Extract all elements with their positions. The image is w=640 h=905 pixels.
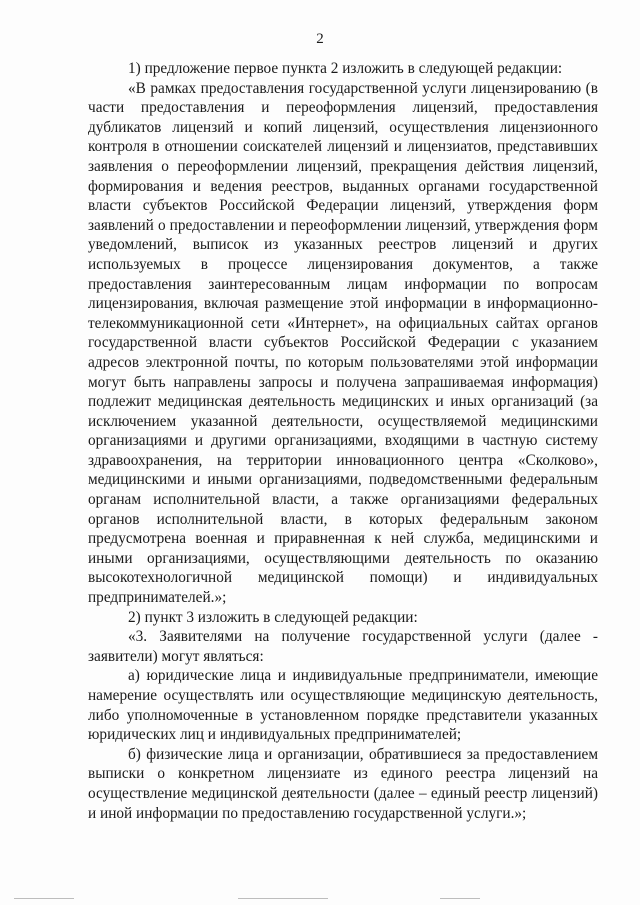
paragraph-applicants-a: а) юридические лица и индивидуальные предприниматели, имеющие намерение осуществлять или осуществляющие медицинскую деятельность, либо уполномоченные в установленном порядке представители указанных юридических лиц и индивидуальных предпринимателей; xyxy=(88,667,598,744)
scan-edge-mark xyxy=(440,898,480,899)
paragraph-amendment-1: 1) предложение первое пункта 2 изложить в следующей редакции: xyxy=(128,60,563,77)
paragraph-licensing-scope: «В рамках предоставления государственной услуги лицензированию (в части предоставления и переоформления лицензий, предоставления дубликатов лицензий и копий лицензий, осуществления лицензионного контроля в отношении соискателей лицензий и лицензиатов, представивших заявления о переоформлении лицензий, прекращения действия лицензий, формирования и ведения реестров, выданных органами государственной власти субъектов Российской Федерации лицензий, утверждения форм заявлений о предоставлении и переоформлении лицензий, утверждения форм уведомлений, выписок из указанных реестров лицензий и других используемых в процессе лицензирования документов, а также предоставления заинтересованным лицам информации по вопросам лицензирования, включая размещение этой информации в информационно-телекоммуникационной сети «Интернет», на официальных сайтах органов государственной власти субъектов Российской Федерации с указанием адресов электронной почты, по которым пользователями этой информации могут быть направлены запросы и получена запрашиваемая информация) подлежит медицинская деятельность медицинских и иных организаций (за исключением указанной деятельности, осуществляемой медицинскими организациями и другими организациями, входящими в частную систему здравоохранения, на территории инновационного центра «Сколково», медицинскими и иными организациями, подведомственными федеральным органам исполнительной власти, а также организациями федеральных органов исполнительной власти, в которых федеральным законом предусмотрена военная и приравненная к ней служба, медицинскими и иными организациями, осуществляющими деятельность по оказанию высокотехнологичной медицинской помощи) и индивидуальных предпринимателей.»; xyxy=(88,79,598,607)
document-body xyxy=(88,59,598,823)
scan-edge-mark xyxy=(14,898,74,899)
paragraph-applicants-b: б) физические лица и организации, обратившиеся за предоставлением выписки о конкретном лицензиате из единого реестра лицензий на осуществление медицинской деятельности (далее – единый реестр лицензий) и иной информации по предоставлению государственной услуги.»; xyxy=(88,745,598,822)
page-number: 2 xyxy=(316,31,324,47)
scan-edge-mark xyxy=(238,898,328,899)
paragraph-applicants: «3. Заявителями на получение государственной услуги (далее - заявители) могут являться: xyxy=(88,628,598,665)
paragraph-amendment-2: 2) пункт 3 изложить в следующей редакции: xyxy=(128,608,418,626)
